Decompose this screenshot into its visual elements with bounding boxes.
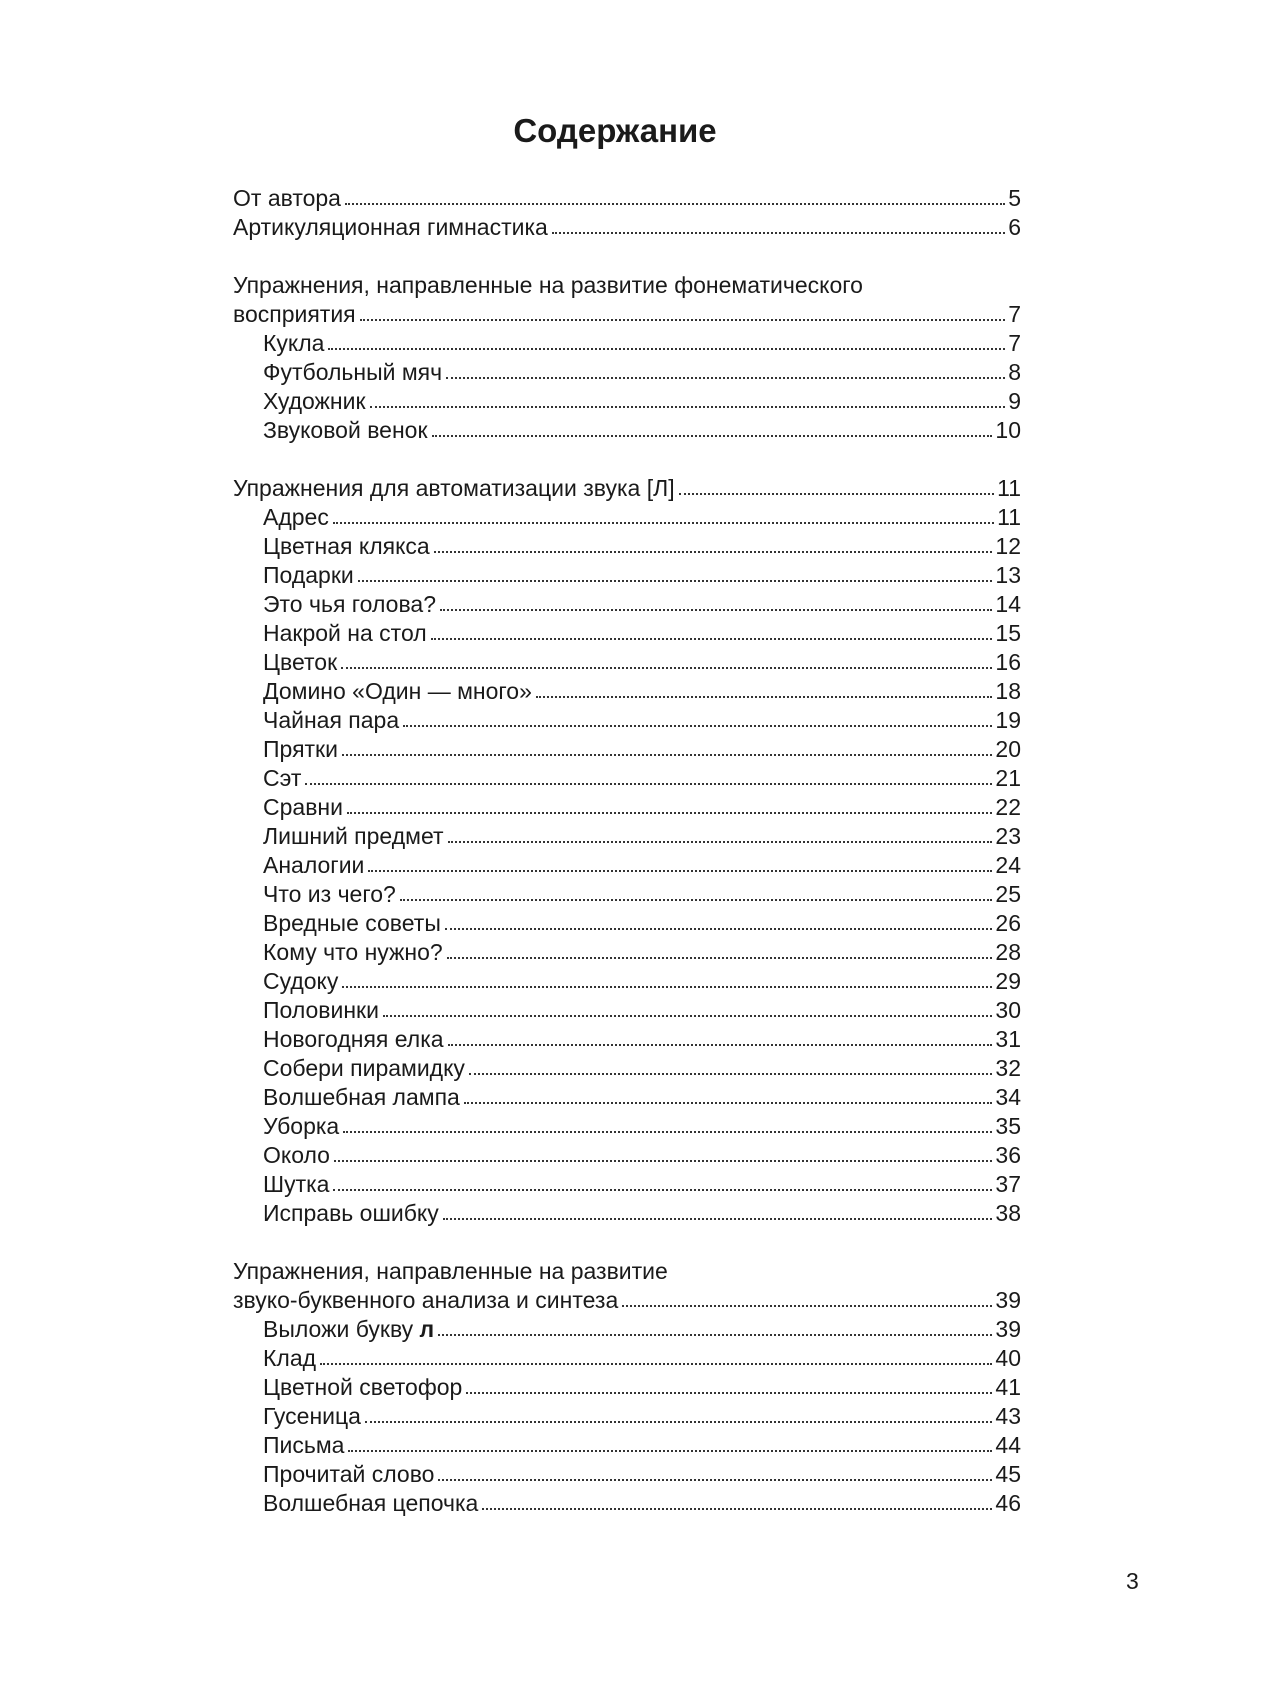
- toc-subentry[interactable]: [233, 909, 1021, 938]
- toc-entry-page: 8: [1008, 359, 1021, 385]
- dot-leader: [334, 1159, 992, 1162]
- dot-leader: [333, 521, 994, 524]
- toc-entry-label: Адрес: [263, 504, 329, 530]
- toc-entry-page: 41: [995, 1374, 1021, 1400]
- toc-entry-title: [263, 996, 379, 1025]
- toc-entry-title: [263, 764, 301, 793]
- toc-subentry[interactable]: [233, 1460, 1021, 1489]
- toc-entry-label: Звуковой венок: [263, 417, 428, 443]
- toc-entry-label: Что из чего?: [263, 881, 396, 907]
- toc-subentry[interactable]: [233, 851, 1021, 880]
- toc-entry-page: 29: [995, 968, 1021, 994]
- toc-entry-label: Цветная клякса: [263, 533, 430, 559]
- dot-leader: [438, 1478, 992, 1481]
- toc-entry-title: [263, 1141, 330, 1170]
- toc-subentry[interactable]: [233, 416, 1021, 445]
- toc-entry-page: 14: [995, 591, 1021, 617]
- toc-entry-label: Сравни: [263, 794, 343, 820]
- toc-entry-title: [263, 1054, 465, 1083]
- toc-entry-label: Исправь ошибку: [263, 1200, 439, 1226]
- dot-leader: [345, 202, 1005, 205]
- toc-subentry[interactable]: [233, 1489, 1021, 1518]
- toc-subentry[interactable]: [233, 1083, 1021, 1112]
- toc-entry-page: 37: [995, 1171, 1021, 1197]
- toc-entry-label: Домино «Один — много»: [263, 678, 532, 704]
- toc-entry-page: 16: [995, 649, 1021, 675]
- toc-entry-label: Кому что нужно?: [263, 939, 443, 965]
- toc-entry-page: 7: [1008, 330, 1021, 356]
- toc-subentry[interactable]: [233, 1402, 1021, 1431]
- dot-leader: [432, 434, 993, 437]
- toc-entry-title: [263, 1025, 444, 1054]
- toc-subentry[interactable]: [233, 358, 1021, 387]
- toc-subentry[interactable]: [233, 996, 1021, 1025]
- dot-leader: [469, 1072, 992, 1075]
- dot-leader: [365, 1420, 992, 1423]
- toc-entry-page: 22: [995, 794, 1021, 820]
- toc-entry-label: Шутка: [263, 1171, 330, 1197]
- toc-entry-title: [263, 532, 430, 561]
- toc-entry-page: 28: [995, 939, 1021, 965]
- toc-entry-title: [263, 561, 354, 590]
- toc-entry-page: 18: [995, 678, 1021, 704]
- dot-leader: [622, 1304, 992, 1307]
- dot-leader: [448, 840, 993, 843]
- dot-leader: [440, 608, 992, 611]
- page-title: Содержание: [513, 112, 717, 149]
- toc-entry-label: Собери пирамидку: [263, 1055, 465, 1081]
- toc-entry[interactable]: [233, 184, 1021, 213]
- toc-subentry[interactable]: [233, 561, 1021, 590]
- toc-entry-page: 9: [1008, 388, 1021, 414]
- toc-entry-page: 40: [995, 1345, 1021, 1371]
- toc-subentry[interactable]: [233, 764, 1021, 793]
- toc-entry-page: 32: [995, 1055, 1021, 1081]
- toc-entry-title: [263, 793, 343, 822]
- toc-entry-title: [263, 851, 364, 880]
- section-heading-line: [233, 1257, 1021, 1286]
- dot-leader: [679, 492, 995, 495]
- toc-entry-label: Художник: [263, 388, 366, 414]
- toc-entry-label: Прочитай слово: [263, 1461, 435, 1487]
- toc-subentry[interactable]: [233, 1112, 1021, 1141]
- toc-entry-label: восприятия: [233, 301, 356, 327]
- toc-entry-page: 35: [995, 1113, 1021, 1139]
- toc-entry-title: [263, 1315, 434, 1344]
- toc-entry-label: Сэт: [263, 765, 302, 791]
- section-heading-line: [233, 271, 1021, 300]
- toc-subentry[interactable]: [233, 1431, 1021, 1460]
- toc-entry-page: 36: [995, 1142, 1021, 1168]
- toc-entry-label: Гусеница: [263, 1403, 361, 1429]
- toc-entry-title: [233, 1286, 618, 1315]
- toc-entry-title: [263, 619, 427, 648]
- toc-entry-page: 34: [995, 1084, 1021, 1110]
- toc-entry-page: 24: [995, 852, 1021, 878]
- toc-entry-bold-letter: л: [419, 1316, 435, 1342]
- toc-entry-title: [263, 967, 338, 996]
- dot-leader: [482, 1507, 992, 1510]
- toc-entry-title: [263, 909, 441, 938]
- toc-entry-page: 6: [1008, 214, 1021, 240]
- toc-entry-label: Кукла: [263, 330, 325, 356]
- toc-entry-page: 39: [995, 1287, 1021, 1313]
- toc-entry-page: 5: [1008, 185, 1021, 211]
- toc-entry-page: 38: [995, 1200, 1021, 1226]
- toc-entry-title: [263, 1344, 316, 1373]
- dot-leader: [342, 753, 992, 756]
- toc-entry-title: [233, 474, 675, 503]
- toc-entry-title: [233, 300, 356, 329]
- toc-subentry[interactable]: [233, 532, 1021, 561]
- toc-entry-page: 11: [997, 475, 1021, 501]
- toc-subentry[interactable]: [233, 1344, 1021, 1373]
- dot-leader: [360, 318, 1006, 321]
- toc-entry-page: 23: [995, 823, 1021, 849]
- toc-entry-label: От автора: [233, 185, 341, 211]
- section-gap: [233, 1228, 1021, 1257]
- dot-leader: [448, 1043, 993, 1046]
- toc-subentry[interactable]: [233, 1199, 1021, 1228]
- section-gap: [233, 445, 1021, 474]
- toc-subentry[interactable]: [233, 590, 1021, 619]
- dot-leader: [445, 927, 993, 930]
- toc-entry-label: Волшебная лампа: [263, 1084, 460, 1110]
- dot-leader: [348, 1449, 992, 1452]
- dot-leader: [341, 666, 992, 669]
- toc-entry-page: 20: [995, 736, 1021, 762]
- toc-entry-title: [263, 1112, 339, 1141]
- dot-leader: [328, 347, 1005, 350]
- toc-subentry[interactable]: [233, 677, 1021, 706]
- toc-entry-page: 15: [995, 620, 1021, 646]
- toc-subentry[interactable]: [233, 1141, 1021, 1170]
- dot-leader: [383, 1014, 992, 1017]
- toc-subentry[interactable]: [233, 822, 1021, 851]
- dot-leader: [466, 1391, 992, 1394]
- toc-entry-page: 30: [995, 997, 1021, 1023]
- dot-leader: [464, 1101, 993, 1104]
- table-of-contents: [233, 184, 1021, 1518]
- toc-entry-label: Футбольный мяч: [263, 359, 443, 385]
- toc-entry-page: 13: [995, 562, 1021, 588]
- dot-leader: [342, 985, 992, 988]
- dot-leader: [431, 637, 993, 640]
- dot-leader: [403, 724, 992, 727]
- toc-subentry[interactable]: [233, 793, 1021, 822]
- toc-entry-title: [263, 735, 338, 764]
- toc-entry-title: [263, 1431, 344, 1460]
- section-heading[interactable]: [233, 474, 1021, 503]
- toc-subentry[interactable]: [233, 706, 1021, 735]
- toc-entry-label: Письма: [263, 1432, 345, 1458]
- toc-subentry[interactable]: [233, 967, 1021, 996]
- toc-subentry[interactable]: [233, 387, 1021, 416]
- toc-entry-label: Это чья голова?: [263, 591, 436, 617]
- toc-entry-page: 25: [995, 881, 1021, 907]
- toc-entry-label: Подарки: [263, 562, 354, 588]
- toc-entry-title: [263, 938, 443, 967]
- toc-subentry[interactable]: [233, 1170, 1021, 1199]
- toc-entry-title: [263, 677, 532, 706]
- toc-entry-page: 46: [995, 1490, 1021, 1516]
- toc-entry-title: [263, 590, 436, 619]
- dot-leader: [347, 811, 992, 814]
- toc-subentry[interactable]: [233, 1315, 1021, 1344]
- toc-entry-page: 44: [995, 1432, 1021, 1458]
- toc-entry-title: [263, 503, 329, 532]
- toc-entry-title: [233, 184, 341, 213]
- toc-entry-label: Волшебная цепочка: [263, 1490, 479, 1516]
- toc-entry-title: [263, 387, 366, 416]
- dot-leader: [368, 869, 992, 872]
- toc-entry-label: Около: [263, 1142, 330, 1168]
- toc-entry-label: Прятки: [263, 736, 338, 762]
- toc-entry-page: 7: [1008, 301, 1021, 327]
- toc-entry-title: [263, 1402, 361, 1431]
- toc-entry-title: [263, 1199, 439, 1228]
- toc-entry-title: [263, 706, 399, 735]
- toc-entry-label: Артикуляционная гимнастика: [233, 214, 548, 240]
- dot-leader: [443, 1217, 993, 1220]
- toc-entry-label: Накрой на стол: [263, 620, 427, 646]
- toc-entry-label: Половинки: [263, 997, 379, 1023]
- toc-entry-title: [263, 822, 444, 851]
- dot-leader: [333, 1188, 992, 1191]
- toc-entry-page: 26: [995, 910, 1021, 936]
- toc-entry-page: 21: [995, 765, 1021, 791]
- toc-entry-label: Клад: [263, 1345, 317, 1371]
- dot-leader: [446, 376, 1005, 379]
- dot-leader: [343, 1130, 992, 1133]
- toc-entry-label: Цветной светофор: [263, 1374, 463, 1400]
- section-heading-text: Упражнения, направленные на развитие: [233, 1258, 668, 1284]
- dot-leader: [447, 956, 993, 959]
- toc-entry-page: 12: [995, 533, 1021, 559]
- toc-entry-page: 10: [995, 417, 1021, 443]
- toc-subentry[interactable]: [233, 735, 1021, 764]
- section-heading[interactable]: [233, 300, 1021, 329]
- toc-subentry[interactable]: [233, 503, 1021, 532]
- toc-subentry[interactable]: [233, 938, 1021, 967]
- toc-entry-label: Цветок: [263, 649, 338, 675]
- toc-entry-label: Уборка: [263, 1113, 340, 1139]
- toc-entry-label: Судоку: [263, 968, 339, 994]
- toc-subentry[interactable]: [233, 329, 1021, 358]
- toc-entry-page: 45: [995, 1461, 1021, 1487]
- toc-entry-title: [233, 213, 548, 242]
- toc-entry-title: [263, 648, 337, 677]
- toc-entry-label: Выложи букву: [263, 1316, 420, 1342]
- toc-entry-label: Аналогии: [263, 852, 365, 878]
- toc-entry-page: 43: [995, 1403, 1021, 1429]
- toc-entry-page: 31: [995, 1026, 1021, 1052]
- toc-entry-title: [263, 329, 324, 358]
- page-number: 3: [1126, 1568, 1139, 1594]
- dot-leader: [370, 405, 1006, 408]
- toc-entry-title: [263, 880, 396, 909]
- toc-subentry[interactable]: [233, 880, 1021, 909]
- dot-leader: [400, 898, 993, 901]
- toc-subentry[interactable]: [233, 619, 1021, 648]
- dot-leader: [305, 782, 992, 785]
- toc-entry-label: Новогодняя елка: [263, 1026, 444, 1052]
- toc-entry-title: [263, 1489, 478, 1518]
- dot-leader: [552, 231, 1005, 234]
- toc-entry-page: 19: [995, 707, 1021, 733]
- toc-entry-title: [263, 358, 442, 387]
- dot-leader: [438, 1333, 992, 1336]
- dot-leader: [358, 579, 993, 582]
- dot-leader: [536, 695, 993, 698]
- toc-entry-title: [263, 1460, 434, 1489]
- toc-entry[interactable]: [233, 213, 1021, 242]
- toc-entry-label: Чайная пара: [263, 707, 400, 733]
- toc-entry-title: [263, 1170, 329, 1199]
- toc-subentry[interactable]: [233, 1373, 1021, 1402]
- toc-subentry[interactable]: [233, 1054, 1021, 1083]
- toc-entry-label: Упражнения для автоматизации звука [Л]: [233, 475, 675, 501]
- toc-entry-title: [263, 1373, 462, 1402]
- toc-entry-label: Лишний предмет: [263, 823, 444, 849]
- toc-entry-label: звуко-буквенного анализа и синтеза: [233, 1287, 619, 1313]
- toc-entry-title: [263, 416, 428, 445]
- toc-entry-label: Вредные советы: [263, 910, 441, 936]
- dot-leader: [320, 1362, 992, 1365]
- section-heading[interactable]: [233, 1286, 1021, 1315]
- dot-leader: [434, 550, 993, 553]
- toc-subentry[interactable]: [233, 1025, 1021, 1054]
- toc-entry-page: 11: [997, 504, 1021, 530]
- toc-entry-title: [263, 1083, 460, 1112]
- section-gap: [233, 242, 1021, 271]
- toc-entry-page: 39: [995, 1316, 1021, 1342]
- section-heading-text: Упражнения, направленные на развитие фонематического: [233, 272, 863, 298]
- toc-subentry[interactable]: [233, 648, 1021, 677]
